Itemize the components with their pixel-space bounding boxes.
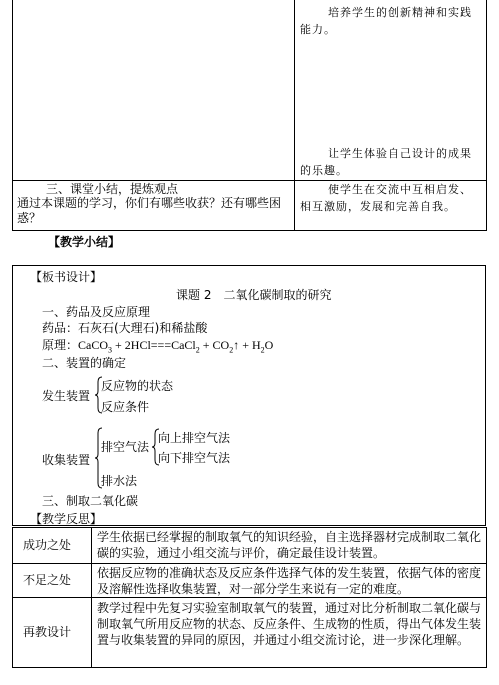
ref-text-success: 学生依据已经掌握的制取氧气的知识经验，自主选择器材完成制取二氧化碳的实验，通过小组交流与评价，确定最佳设计装置。: [97, 530, 482, 560]
cell-text: 使学生在交流中互相启发、相互激励，发展和完善自我。: [300, 183, 472, 213]
ref-row-divider: [12, 597, 487, 598]
ref-col-divider: [91, 527, 92, 668]
ref-text-redesign: 教学过程中先复习实验室制取氧气的装置，通过对比分析制取二氧化碳与制取氧气所用反应物的状态、反应条件、生成物的性质，得出气体发生装置与收集装置的异同的原因，并通过小组交流讨论，进一步深化理解。: [97, 601, 482, 647]
gen-item: 反应物的状态: [101, 379, 174, 393]
col-device-label: 收集装置: [42, 453, 91, 467]
ref-label-redesign: 再教设计: [23, 625, 72, 639]
air-item: 向下排空气法: [158, 451, 231, 465]
table-border-left: [12, 0, 13, 231]
cell-text: 让学生体验自己设计的成果的乐趣。: [300, 147, 472, 177]
ref-border-left: [12, 527, 13, 668]
board-section-1: 一、药品及反应原理: [42, 305, 151, 319]
drugs-line: 药品：石灰石(大理石)和稀盐酸: [42, 321, 208, 335]
air-item: 向上排空气法: [158, 431, 231, 445]
table-divider: [294, 0, 295, 231]
table-border-right: [486, 0, 487, 231]
ref-text-shortcoming: 依据反应物的准确状态及反应条件选择气体的发生装置，依据气体的密度及溶解性选择收集装置，对一部分学生来说有一定的难度。: [97, 566, 482, 596]
board-section-2: 二、装置的确定: [42, 356, 127, 370]
ref-border-right: [486, 527, 487, 668]
cell-text: 培养学生的创新精神和实践能力。: [300, 6, 472, 36]
ref-label-shortcoming: 不足之处: [23, 573, 72, 587]
air-method: 排空气法: [101, 440, 150, 454]
water-method: 排水法: [101, 474, 138, 488]
ref-row-divider: [12, 563, 487, 564]
board-header: 【板书设计】: [30, 270, 103, 284]
cell-text: 通过本课题的学习，你们有哪些收获？还有哪些困惑？: [17, 196, 282, 225]
cell-title: 三、课堂小结，提炼观点: [46, 182, 179, 196]
board-section-3: 三、制取二氧化碳: [42, 494, 139, 508]
principle-line: 原理：CaCO$_3$ + 2HCl===CaCl$_2$ + $CO_2↑ + H_2O$: [42, 338, 274, 355]
board-title: 课题 2 二氧化碳制取的研究: [176, 288, 332, 302]
table-border-bottom: [12, 230, 487, 231]
ref-border-bottom: [12, 667, 487, 668]
reflection-header: 【教学反思】: [30, 512, 103, 526]
gen-device-label: 发生装置: [42, 389, 91, 403]
ref-label-success: 成功之处: [23, 538, 72, 552]
ref-border-top: [12, 527, 487, 528]
gen-item: 反应条件: [101, 400, 150, 414]
section-heading: 【教学小结】: [48, 235, 121, 249]
